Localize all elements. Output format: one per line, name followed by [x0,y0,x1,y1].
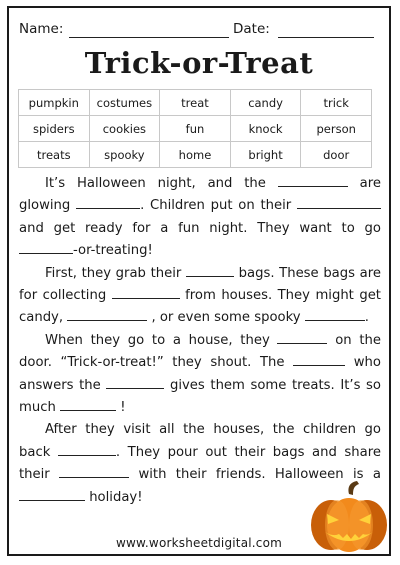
story-text [19,173,381,509]
answer-blank[interactable] [67,308,147,321]
word-bank-cell: knock [230,116,301,142]
story-text-segment: are glowing [19,176,381,214]
word-bank-cell: fun [160,116,231,142]
word-bank-cell: pumpkin [19,90,90,116]
answer-blank[interactable] [19,241,73,254]
footer-website: www.worksheetdigital.com [115,536,283,550]
date-field[interactable] [278,37,374,38]
answer-blank[interactable] [59,465,129,478]
word-bank-cell: person [301,116,372,142]
word-bank-cell: door [301,142,372,168]
story-text-segment: When they go to a house, they [45,332,270,348]
story-text-segment: . Children put on their [140,198,292,214]
word-bank-cell: candy [230,90,301,116]
story-paragraph-2 [19,263,381,330]
word-bank-cell: treat [160,90,231,116]
word-bank [18,89,372,168]
story-text-segment: After they visit all the houses, the children go back [19,422,381,460]
word-bank-cell: spooky [89,142,160,168]
answer-blank[interactable] [60,398,116,411]
word-bank-cell: trick [301,90,372,116]
story-text-segment: , or even some spooky [151,310,301,326]
story-text-segment: and get ready for a fun night. They want to go [19,220,381,236]
answer-blank[interactable] [186,264,234,277]
answer-blank[interactable] [305,308,365,321]
answer-blank[interactable] [278,174,348,187]
story-text-segment: First, they grab their [45,265,182,281]
word-bank-row [19,116,372,142]
answer-blank[interactable] [293,353,345,366]
word-bank-cell: costumes [89,90,160,116]
story-text-segment: It’s Halloween night, and the [45,176,266,191]
word-bank-row [19,90,372,116]
header-row [19,19,379,41]
word-bank-cell: bright [230,142,301,168]
answer-blank[interactable] [297,196,381,209]
name-label: Name: [19,21,64,37]
answer-blank[interactable] [19,488,85,501]
answer-blank[interactable] [58,443,116,456]
story-text-segment: on the door. “Trick-or-treat!” they shout. The [19,332,381,371]
word-bank-cell: treats [19,142,90,168]
answer-blank[interactable] [106,376,164,389]
story-text-segment: . [364,310,369,326]
date-label: Date: [233,21,270,37]
story-text-segment: from houses. They might get candy, [19,288,381,326]
answer-blank[interactable] [112,286,180,299]
story-text-segment: . They pour out their bags and share their [19,444,381,483]
story-paragraph-3 [19,330,381,420]
answer-blank[interactable] [76,196,140,209]
worksheet-frame [7,6,391,556]
story-text-segment: with their friends. Halloween is a [138,467,381,483]
story-text-segment: bags. These bags are for collecting [19,265,381,304]
story-text-segment: gives them some treats. It’s so much [19,377,381,416]
story-text-segment: who answers the [19,355,381,393]
story-text-segment: -or-treating! [73,243,153,259]
page-title: Trick-or-Treat [84,46,314,80]
story-paragraph-1 [19,173,381,263]
word-bank-row [19,142,372,168]
word-bank-cell: cookies [89,116,160,142]
story-text-segment: ! [120,400,126,416]
story-text-segment: holiday! [89,489,143,505]
name-field[interactable] [69,37,229,38]
word-bank-cell: spiders [19,116,90,142]
word-bank-cell: home [160,142,231,168]
answer-blank[interactable] [277,331,327,344]
